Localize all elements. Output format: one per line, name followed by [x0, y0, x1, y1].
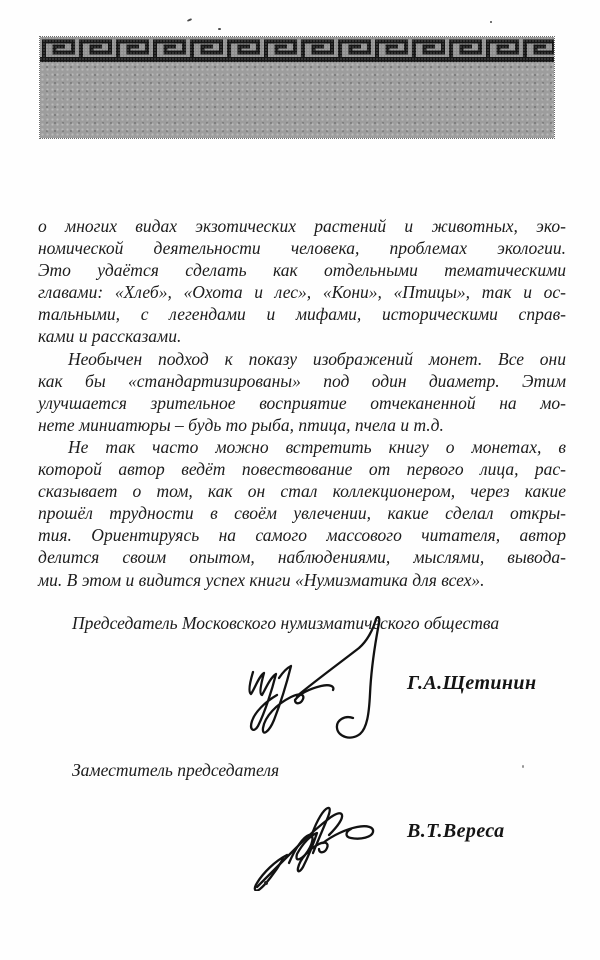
text-line: как бы «стандартизированы» под один диаметр. Этим: [38, 370, 566, 391]
ink-speck: [522, 765, 524, 768]
text-line: прошёл трудности в своём увлечении, какие сделал откры-: [38, 503, 566, 524]
text-line: делится своим опытом, наблюдениями, мыслями, вывода-: [38, 547, 566, 568]
paragraph: [38, 348, 566, 436]
ink-speck: [264, 881, 268, 885]
text-line: тия. Ориентируясь на самого массового читателя, автор: [38, 525, 566, 546]
text-line: сказывает о том, как он стал коллекционером, через какие: [38, 481, 566, 502]
paragraph: [38, 215, 566, 348]
ornament-banner: [40, 37, 554, 138]
signatory-name-deputy: В.Т.Вереса: [407, 820, 505, 842]
text-line: нете миниатюры – будь то рыба, птица, пчела и т.д.: [38, 414, 444, 435]
text-line: ми. В этом и видится успех книги «Нумизматика для всех».: [38, 569, 485, 590]
text-line: улучшается зрительное восприятие отчеканенной на мо-: [38, 392, 566, 413]
text-line: Не так часто можно встретить книгу о монетах, в: [68, 436, 566, 457]
ink-speck: [187, 18, 192, 22]
text-line: главами: «Хлеб», «Охота и лес», «Кони», «Птицы», так и ос-: [38, 282, 566, 303]
signatory-title-deputy: Заместитель председателя: [72, 760, 280, 780]
ink-speck: [218, 28, 221, 30]
signatory-name-chairman: Г.А.Щетинин: [407, 672, 537, 694]
greek-key-border-icon: [40, 37, 554, 63]
text-line: Это удаётся сделать как отдельными тематическими: [38, 260, 566, 281]
text-line: номической деятельности человека, проблемах экологии.: [38, 238, 566, 259]
deputy-signature-image: [253, 799, 383, 891]
chairman-signature-image: [237, 616, 387, 746]
text-line: Необычен подход к показу изображений монет. Все они: [68, 348, 566, 369]
text-line: тальными, с легендами и мифами, историческими справ-: [38, 304, 566, 325]
text-line: ками и рассказами.: [38, 326, 182, 347]
ink-speck: [490, 21, 492, 23]
text-line: о многих видах экзотических растений и животных, эко-: [38, 216, 566, 236]
signatory-title-chairman: Председатель Московского нумизматического общества: [72, 613, 500, 633]
body-text: [38, 215, 566, 591]
text-line: которой автор ведёт повествование от первого лица, рас-: [38, 459, 566, 480]
paragraph: [38, 436, 566, 591]
